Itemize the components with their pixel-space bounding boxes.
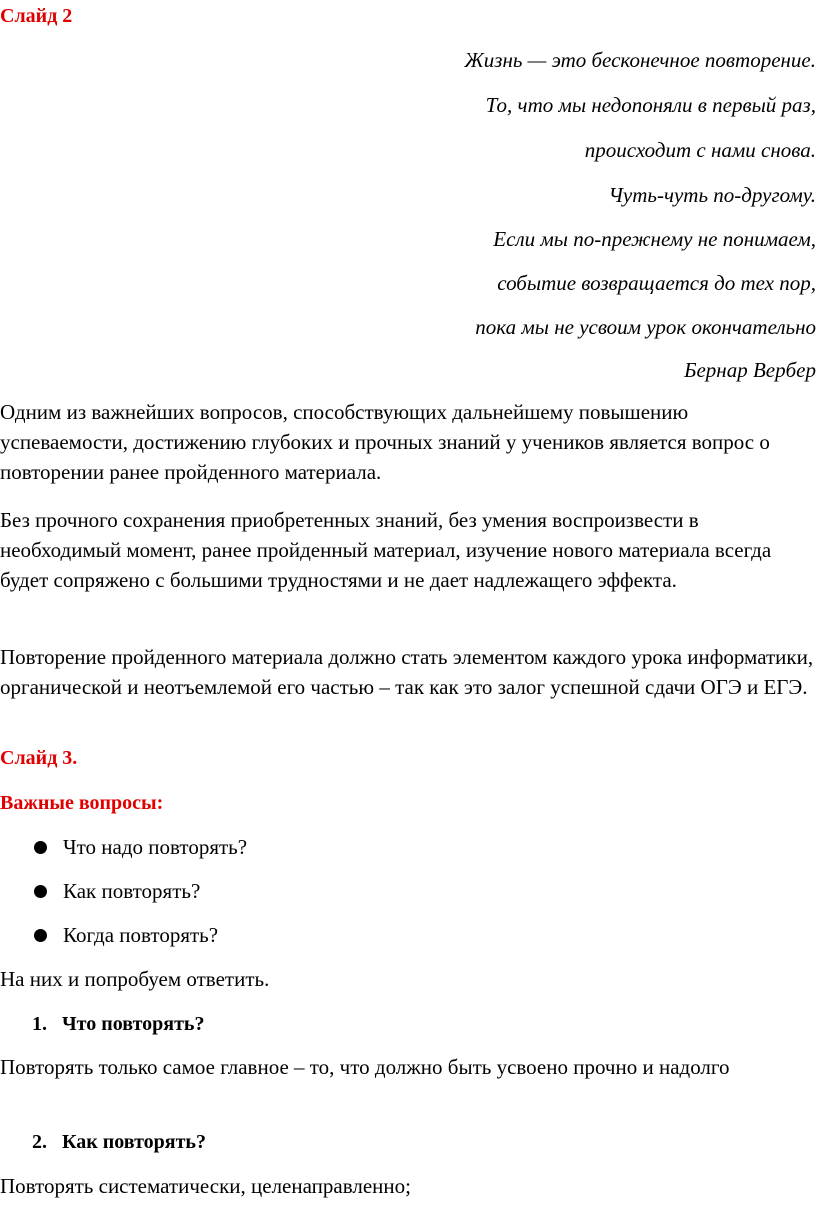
slide-2-heading: Слайд 2	[0, 5, 73, 27]
list-item-text: Когда повторять?	[63, 923, 219, 947]
body-paragraph: Без прочного сохранения приобретенных знаний, без умения воспроизвести в необходимый момент, ранее пройденный материал, изучение нового материала всегда будет сопряжено с большими трудностями и не дает надлежащего эффекта.	[0, 508, 772, 592]
bullet-dot-icon	[34, 841, 47, 854]
list-item	[34, 922, 218, 948]
epigraph-line: То, что мы недопоняли в первый раз,	[485, 93, 816, 117]
slide-3-heading: Слайд 3.	[0, 747, 78, 769]
bullet-dot-icon	[34, 929, 47, 942]
list-item-text: Что надо повторять?	[63, 835, 248, 859]
answer-paragraph: Повторять систематически, целенаправленно;	[0, 1174, 411, 1198]
list-item-text: Как повторять?	[63, 879, 201, 903]
item-number: 1.	[32, 1013, 47, 1035]
epigraph-line: Жизнь — это бесконечное повторение.	[464, 48, 816, 72]
important-questions-heading: Важные вопросы:	[0, 792, 164, 814]
body-paragraph: Одним из важнейших вопросов, способствующих дальнейшему повышению успеваемости, достижению глубоких и прочных знаний у учеников является вопрос о повторении ранее пройденного материала.	[0, 400, 770, 484]
epigraph-line: Чуть-чуть по-другому.	[608, 183, 816, 207]
item-title: Что повторять?	[62, 1013, 205, 1035]
numbered-heading	[32, 1129, 206, 1155]
epigraph-author: Бернар Вербер	[684, 358, 816, 382]
bullet-dot-icon	[34, 885, 47, 898]
epigraph-line: происходит с нами снова.	[584, 138, 816, 162]
lead-text: На них и попробуем ответить.	[0, 967, 270, 991]
list-item	[34, 834, 247, 860]
answer-paragraph: Повторять только самое главное – то, что должно быть усвоено прочно и надолго	[0, 1055, 730, 1079]
epigraph-line: Если мы по-прежнему не понимаем,	[493, 227, 816, 251]
numbered-heading	[32, 1011, 204, 1037]
item-title: Как повторять?	[62, 1131, 206, 1153]
item-number: 2.	[32, 1131, 47, 1153]
epigraph-line: событие возвращается до тех пор,	[497, 271, 816, 295]
list-item	[34, 878, 200, 904]
body-paragraph: Повторение пройденного материала должно стать элементом каждого урока информатики, органической и неотъемлемой его частью – так как это залог успешной сдачи ОГЭ и ЕГЭ.	[0, 645, 814, 699]
epigraph-line: пока мы не усвоим урок окончательно	[475, 315, 816, 339]
